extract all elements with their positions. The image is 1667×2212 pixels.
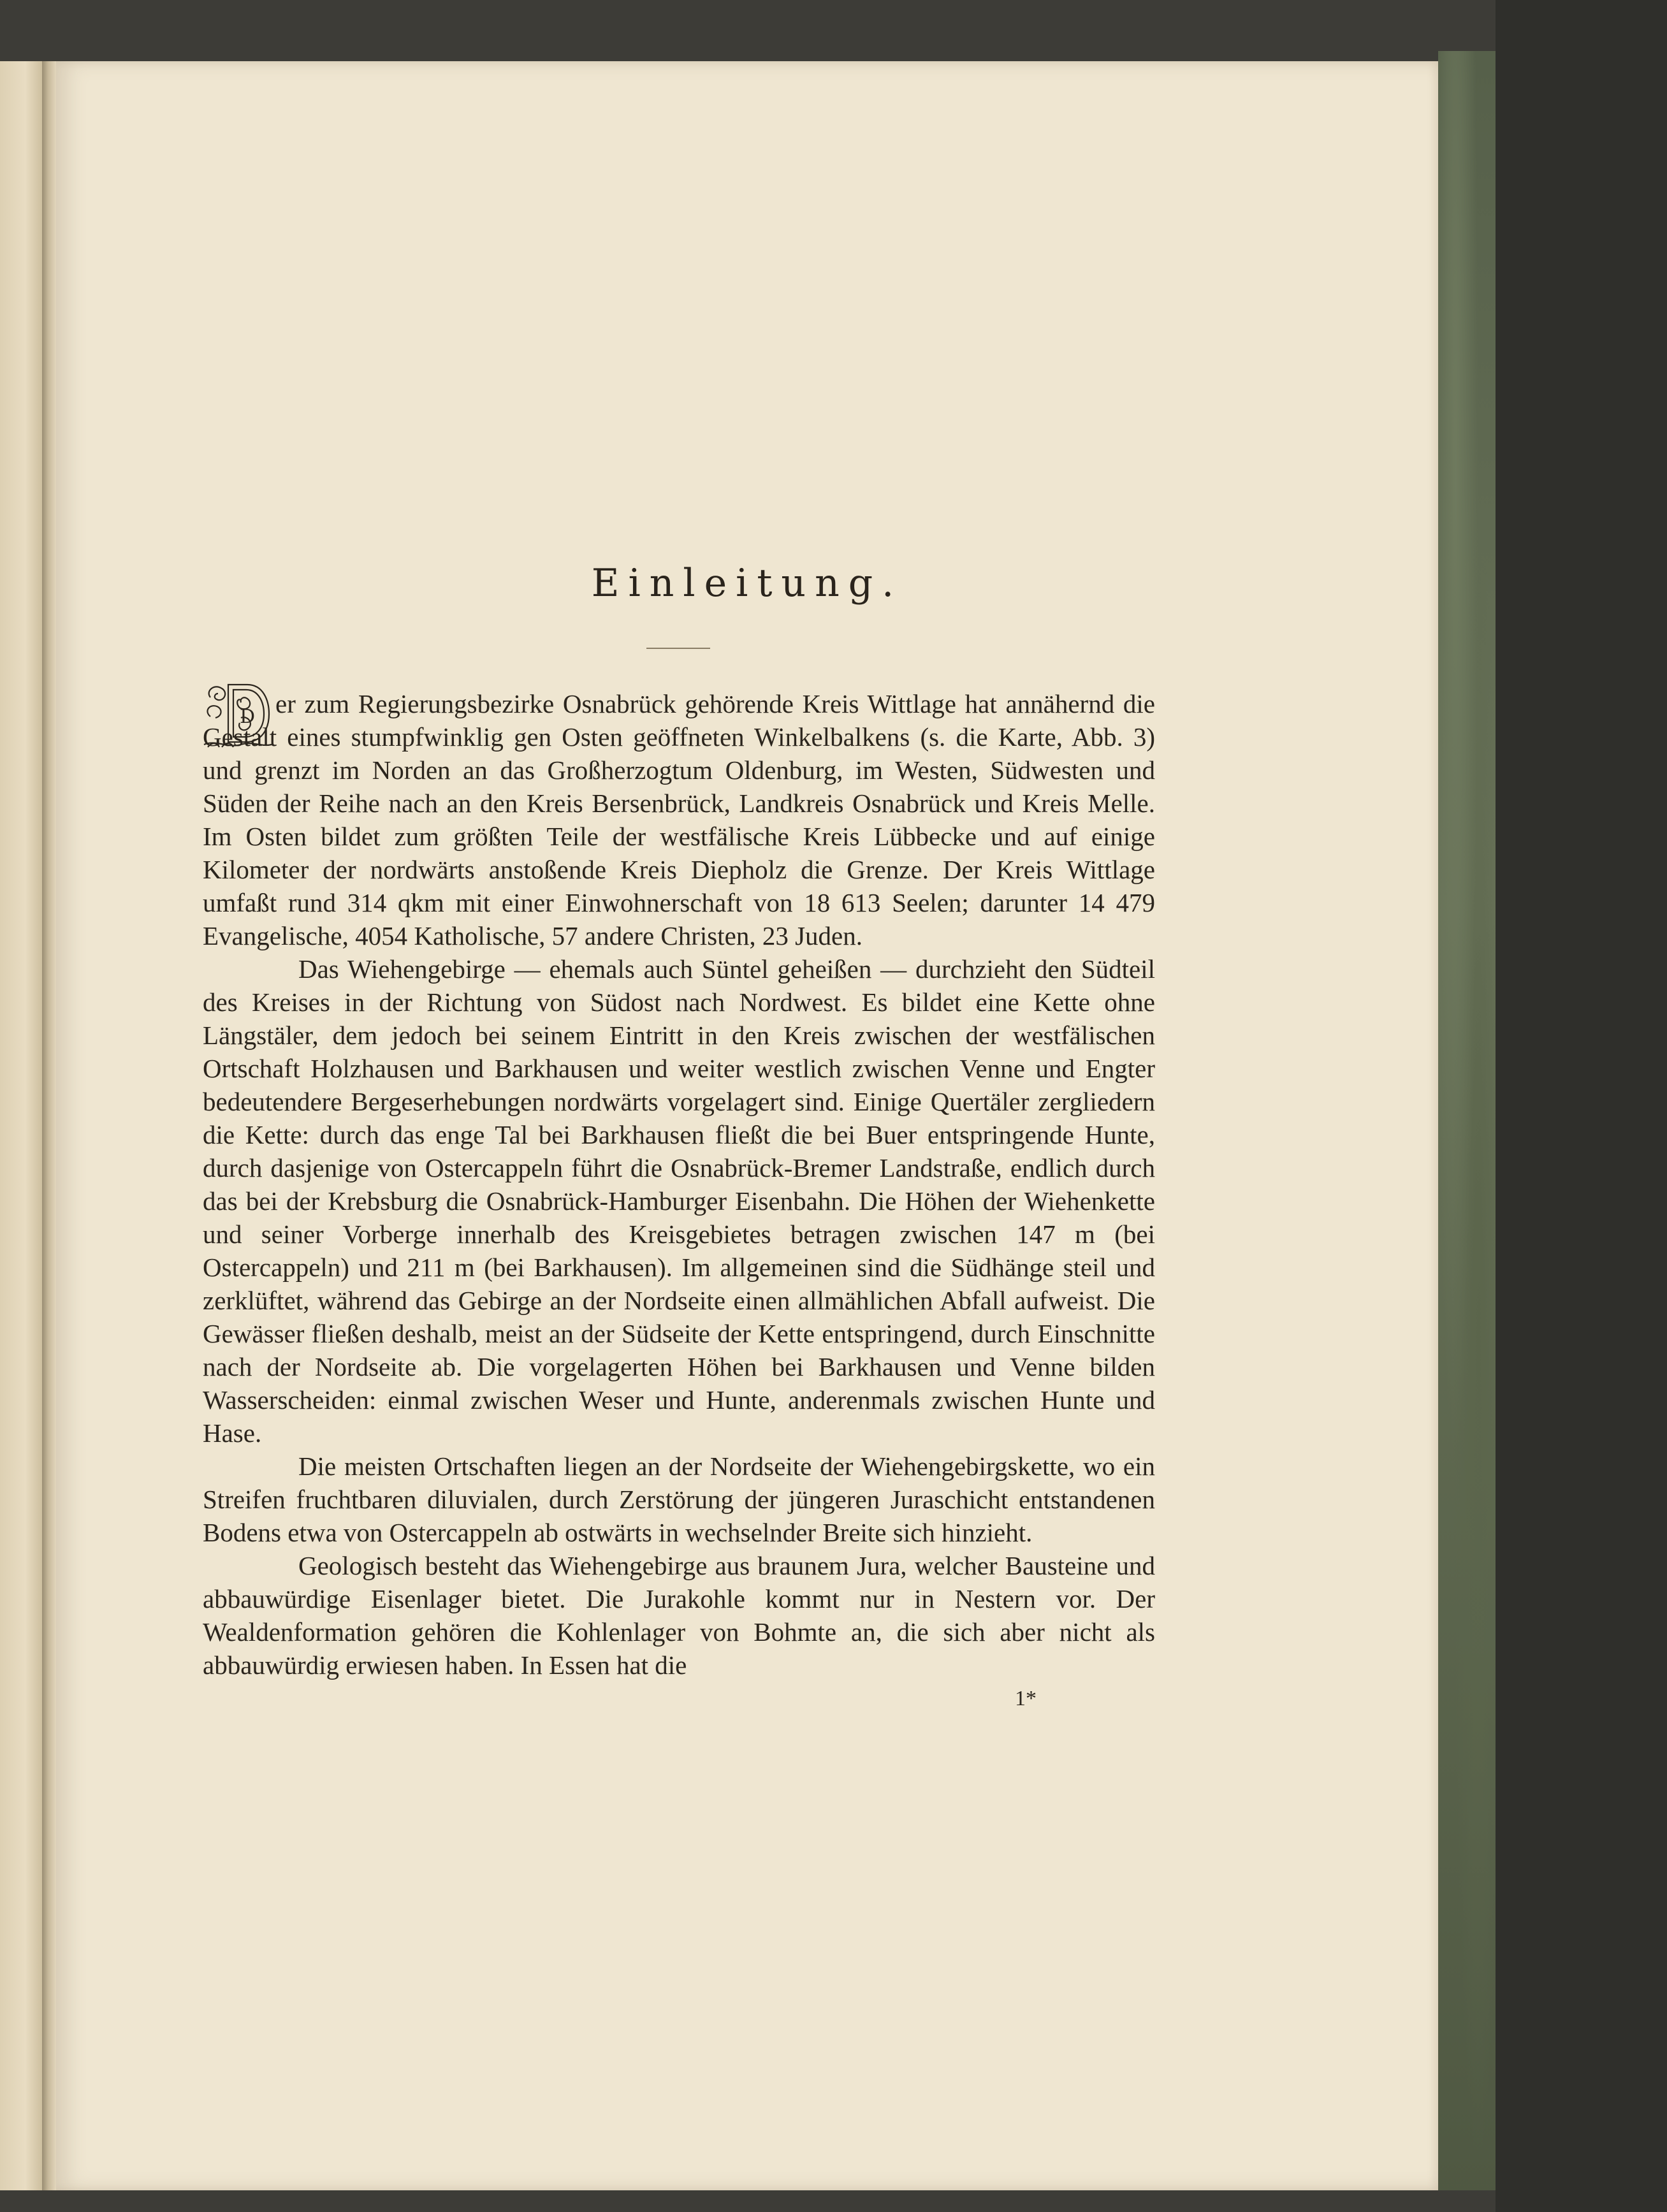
chapter-title: Einleitung.: [591, 561, 903, 606]
marbled-cover-edge: [1438, 51, 1496, 2201]
paragraph-1: [203, 687, 1155, 952]
previous-page-edge: [0, 61, 42, 2190]
paragraph-3: Die meisten Ortschaften liegen an der Nordseite der Wiehengebirgskette, wo ein Streifen fruchtbaren diluvialen, durch Zerstörung der jüngeren Juraschicht entstandenen Bodens etwa von Ostercappeln ab ostwärts in wechselnder Breite sich hinzieht.: [203, 1452, 1155, 1547]
page-number: 1*: [1015, 1687, 1037, 1710]
drop-cap-letter: D: [239, 706, 256, 728]
title-rule: [646, 648, 710, 649]
book-gutter: [42, 61, 56, 2190]
scan-background-bottom: [0, 2190, 1496, 2212]
scan-background-top: [0, 0, 1496, 61]
body-text: [203, 687, 1155, 1682]
paragraph-1-text: er zum Regierungsbezirke Osnabrück gehörende Kreis Wittlage hat annähernd die Gestalt eines stumpfwinklig gen Osten geöffneten Winkelbalkens (s. die Karte, Abb. 3) und grenzt im Norden an das Großherzogtum Oldenburg, im Westen, Südwesten und Süden der Reihe nach an den Kreis Bersenbrück, Landkreis Osnabrück und Kreis Melle. Im Osten bildet zum größten Teile der westfälische Kreis Lübbecke und auf einige Kilometer der nordwärts anstoßende Kreis Diepholz die Grenze. Der Kreis Wittlage umfaßt rund 314 qkm mit einer Einwohnerschaft von 18 613 Seelen; darunter 14 479 Evangelische, 4054 Katholische, 57 andere Christen, 23 Juden.: [203, 689, 1155, 950]
paragraph-2: Das Wiehengebirge — ehemals auch Süntel geheißen — durchzieht den Südteil des Kreises in der Richtung von Südost nach Nordwest. Es bildet eine Kette ohne Längstäler, dem jedoch bei seinem Eintritt in den Kreis zwischen der westfälischen Ortschaft Holzhausen und Barkhausen und weiter westlich zwischen Venne und Engter bedeutendere Bergeserhebungen nordwärts vorgelagert sind. Einige Quertäler zergliedern die Kette: durch das enge Tal bei Barkhausen fließt die bei Buer entspringende Hunte, durch dasjenige von Ostercappeln führt die Osnabrück-Bremer Landstraße, endlich durch das bei der Krebsburg die Osnabrück-Hamburger Eisenbahn. Die Höhen der Wiehenkette und seiner Vorberge innerhalb des Kreisgebietes betragen zwischen 147 m (bei Ostercappeln) und 211 m (bei Barkhausen). Im allgemeinen sind die Südhänge steil und zerklüftet, während das Gebirge an der Nordseite einen allmählichen Abfall aufweist. Die Gewässer fließen deshalb, meist an der Südseite der Kette entspringend, durch Einschnitte nach der Nordseite ab. Die vorgelagerten Höhen bei Barkhausen und Venne bilden Wasserscheiden: einmal zwischen Weser und Hunte, anderenmals zwischen Hunte und Hase.: [203, 954, 1155, 1448]
paragraph-4: Geologisch besteht das Wiehengebirge aus braunem Jura, welcher Bausteine und abbauwürdige Eisenlager bietet. Die Jurakohle kommt nur in Nestern vor. Der Wealdenformation gehören die Kohlenlager von Bohmte an, die sich aber nicht als abbauwürdig erwiesen haben. In Essen hat die: [203, 1551, 1155, 1680]
scan-background-right: [1496, 0, 1667, 2212]
